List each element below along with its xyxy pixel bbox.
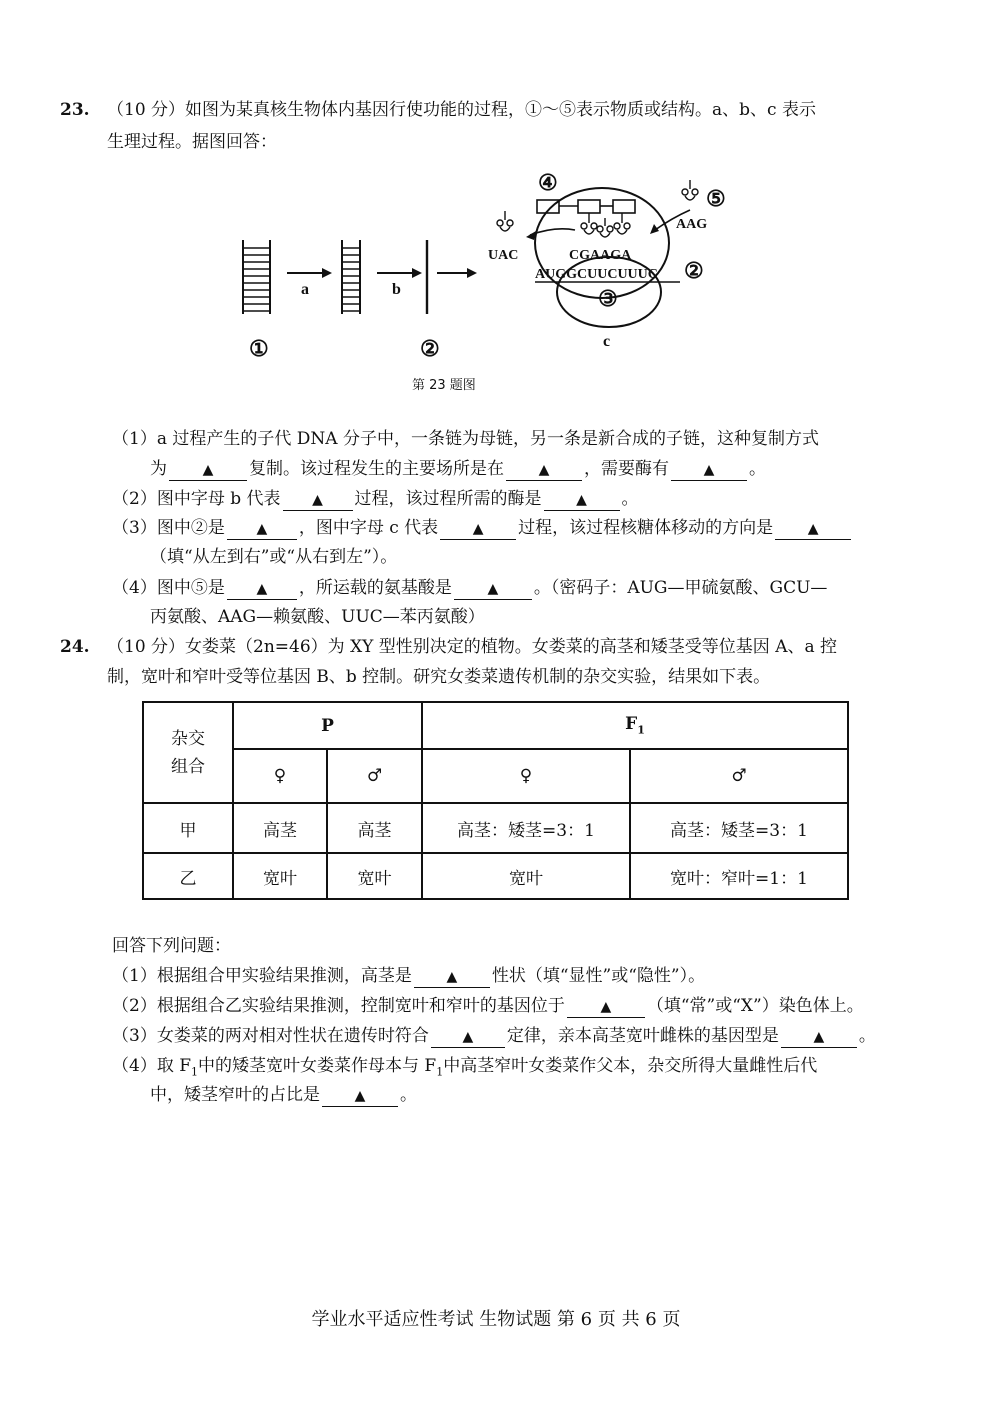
subscript: 1 xyxy=(191,1065,199,1079)
cross-results-table xyxy=(142,701,849,900)
anticodons-cgaaga: CGAAGA xyxy=(569,248,632,263)
q23-p4-text-c: 。（密码子：AUG—甲硫氨酸、GCU— xyxy=(533,578,828,598)
page-footer: 学业水平适应性考试 生物试题 第 6 页 共 6 页 xyxy=(311,1309,681,1330)
answer-blank[interactable]: ▲ xyxy=(454,578,532,600)
table-row xyxy=(143,853,848,899)
cell-p-female: 宽叶 xyxy=(233,853,327,899)
cell-f1-male: 高茎：矮茎=3：1 xyxy=(630,803,848,853)
header-f1-male: ♂ xyxy=(630,749,848,803)
q23-p4-text-a: （4）图中⑤是 xyxy=(112,578,225,598)
cell-f1-female: 高茎：矮茎=3：1 xyxy=(422,803,630,853)
figure-caption: 第 23 题图 xyxy=(412,378,476,393)
table-row xyxy=(143,803,848,853)
answer-blank[interactable]: ▲ xyxy=(431,1026,505,1048)
q23-p2 xyxy=(112,488,639,511)
q24-p3-text-a: （3）女娄菜的两对相对性状在遗传时符合 xyxy=(112,1026,429,1046)
answer-blank[interactable]: ▲ xyxy=(283,489,353,511)
label-b: b xyxy=(392,281,401,298)
q23-stem-line2: 生理过程。据图回答： xyxy=(107,132,277,152)
answer-blank[interactable]: ▲ xyxy=(775,518,851,540)
header-p-female: ♀ xyxy=(233,749,327,803)
q23-p4-line2: 丙氨酸、AAG—赖氨酸、UUC—苯丙氨酸） xyxy=(150,607,485,627)
q23-p1-text-c: ，需要酶有 xyxy=(584,459,669,479)
answer-blank[interactable]: ▲ xyxy=(322,1085,398,1107)
answer-intro: 回答下列问题： xyxy=(112,936,231,956)
q24-stem-line2: 制，宽叶和窄叶受等位基因 B、b 控制。研究女娄菜遗传机制的杂交实验，结果如下表。 xyxy=(107,667,771,687)
q23-p3 xyxy=(112,517,853,540)
q24-p2-text-a: （2）根据组合乙实验结果推测，控制宽叶和窄叶的基因位于 xyxy=(112,996,565,1016)
answer-blank[interactable]: ▲ xyxy=(169,459,247,481)
subscript: 1 xyxy=(436,1065,444,1079)
answer-blank[interactable]: ▲ xyxy=(227,578,297,600)
q23-p1-text-d: 。 xyxy=(749,459,766,479)
q23-p1-line1: （1）a 过程产生的子代 DNA 分子中，一条链为母链，另一条是新合成的子链，这种复制方式 xyxy=(112,429,819,449)
answer-blank[interactable]: ▲ xyxy=(414,966,490,988)
circled-5: ⑤ xyxy=(706,186,726,211)
mrna-sequence: AUGGCUUCUUUC xyxy=(535,267,658,282)
row-name: 乙 xyxy=(143,853,233,899)
q23-p4 xyxy=(112,577,827,600)
q24-p4-text-c: 中高茎窄叶女娄菜作父本，杂交所得大量雌性后代 xyxy=(443,1056,818,1076)
header-p-male: ♂ xyxy=(327,749,422,803)
q24-p4-text-l2b: 。 xyxy=(400,1085,417,1105)
answer-blank[interactable]: ▲ xyxy=(440,518,516,540)
cell-f1-female: 宽叶 xyxy=(422,853,630,899)
q24-p4-line2 xyxy=(150,1084,417,1107)
q23-p3-text-b: ，图中字母 c 代表 xyxy=(298,518,439,538)
circled-4: ④ xyxy=(538,170,558,195)
q23-p2-text-c: 。 xyxy=(621,489,639,509)
row-name: 甲 xyxy=(143,803,233,853)
anticodon-aag: AAG xyxy=(676,217,708,232)
q23-stem-line1: （10 分）如图为某真核生物体内基因行使功能的过程，①～⑤表示物质或结构。a、b、c 表示 xyxy=(107,100,816,120)
q24-p1 xyxy=(112,965,705,988)
answer-blank[interactable]: ▲ xyxy=(227,518,297,540)
header-cross-combo: 杂交 组合 xyxy=(143,702,233,803)
q24-p4-text-a: （4）取 F xyxy=(112,1056,192,1076)
circled-1: ① xyxy=(249,336,269,361)
cell-p-male: 高茎 xyxy=(327,803,422,853)
q24-stem-line1: （10 分）女娄菜（2n=46）为 XY 型性别决定的植物。女娄菜的高茎和矮茎受等位基因 A、a 控 xyxy=(107,637,838,657)
q23-p2-text-a: （2）图中字母 b 代表 xyxy=(112,489,281,509)
q24-p3-text-c: 。 xyxy=(858,1026,876,1046)
circled-3: ③ xyxy=(598,286,618,311)
circled-2-mrna: ② xyxy=(684,258,704,283)
q23-p1-line2 xyxy=(150,458,766,481)
answer-blank[interactable]: ▲ xyxy=(781,1026,857,1048)
cell-p-female: 高茎 xyxy=(233,803,327,853)
q24-p4-text-l2a: 中，矮茎窄叶的占比是 xyxy=(150,1085,320,1105)
q24-p3-text-b: 定律，亲本高茎宽叶雌株的基因型是 xyxy=(506,1026,779,1046)
q23-figure xyxy=(0,168,992,378)
answer-blank[interactable]: ▲ xyxy=(544,489,620,511)
q24-p4-text-b: 中的矮茎宽叶女娄菜作母本与 F xyxy=(198,1056,437,1076)
q23-p3-line2: （填“从左到右”或“从右到左”）。 xyxy=(150,547,398,567)
q24-p1-text-b: 性状（填“显性”或“隐性”）。 xyxy=(491,966,706,986)
q24-p4 xyxy=(112,1055,817,1083)
answer-blank[interactable]: ▲ xyxy=(567,996,645,1018)
header-f1: $F_1$ xyxy=(422,702,848,749)
q24-p1-text-a: （1）根据组合甲实验结果推测，高茎是 xyxy=(112,966,412,986)
anticodon-uac: UAC xyxy=(488,248,519,263)
q24-number: 24. xyxy=(60,637,90,657)
q23-p2-text-b: 过程，该过程所需的酶是 xyxy=(354,489,542,509)
label-c: c xyxy=(603,333,611,350)
header-p: P xyxy=(233,702,422,749)
q23-number: 23. xyxy=(60,100,90,120)
q24-p3 xyxy=(112,1025,876,1048)
q23-p1-text-a: 为 xyxy=(150,459,167,479)
cell-p-male: 宽叶 xyxy=(327,853,422,899)
q23-p4-text-b: ，所运载的氨基酸是 xyxy=(298,578,452,598)
header-f1-female: ♀ xyxy=(422,749,630,803)
q24-p2 xyxy=(112,995,864,1018)
q23-p1-text-b: 复制。该过程发生的主要场所是在 xyxy=(249,459,504,479)
q23-p3-text-c: 过程，该过程核糖体移动的方向是 xyxy=(518,518,774,538)
answer-blank[interactable]: ▲ xyxy=(671,459,747,481)
cell-f1-male: 宽叶：窄叶=1：1 xyxy=(630,853,848,899)
label-a: a xyxy=(301,281,309,298)
q24-p2-text-b: （填“常”或“X”）染色体上。 xyxy=(646,996,864,1016)
answer-blank[interactable]: ▲ xyxy=(506,459,582,481)
circled-2: ② xyxy=(420,336,440,361)
q23-p3-text-a: （3）图中②是 xyxy=(112,518,225,538)
